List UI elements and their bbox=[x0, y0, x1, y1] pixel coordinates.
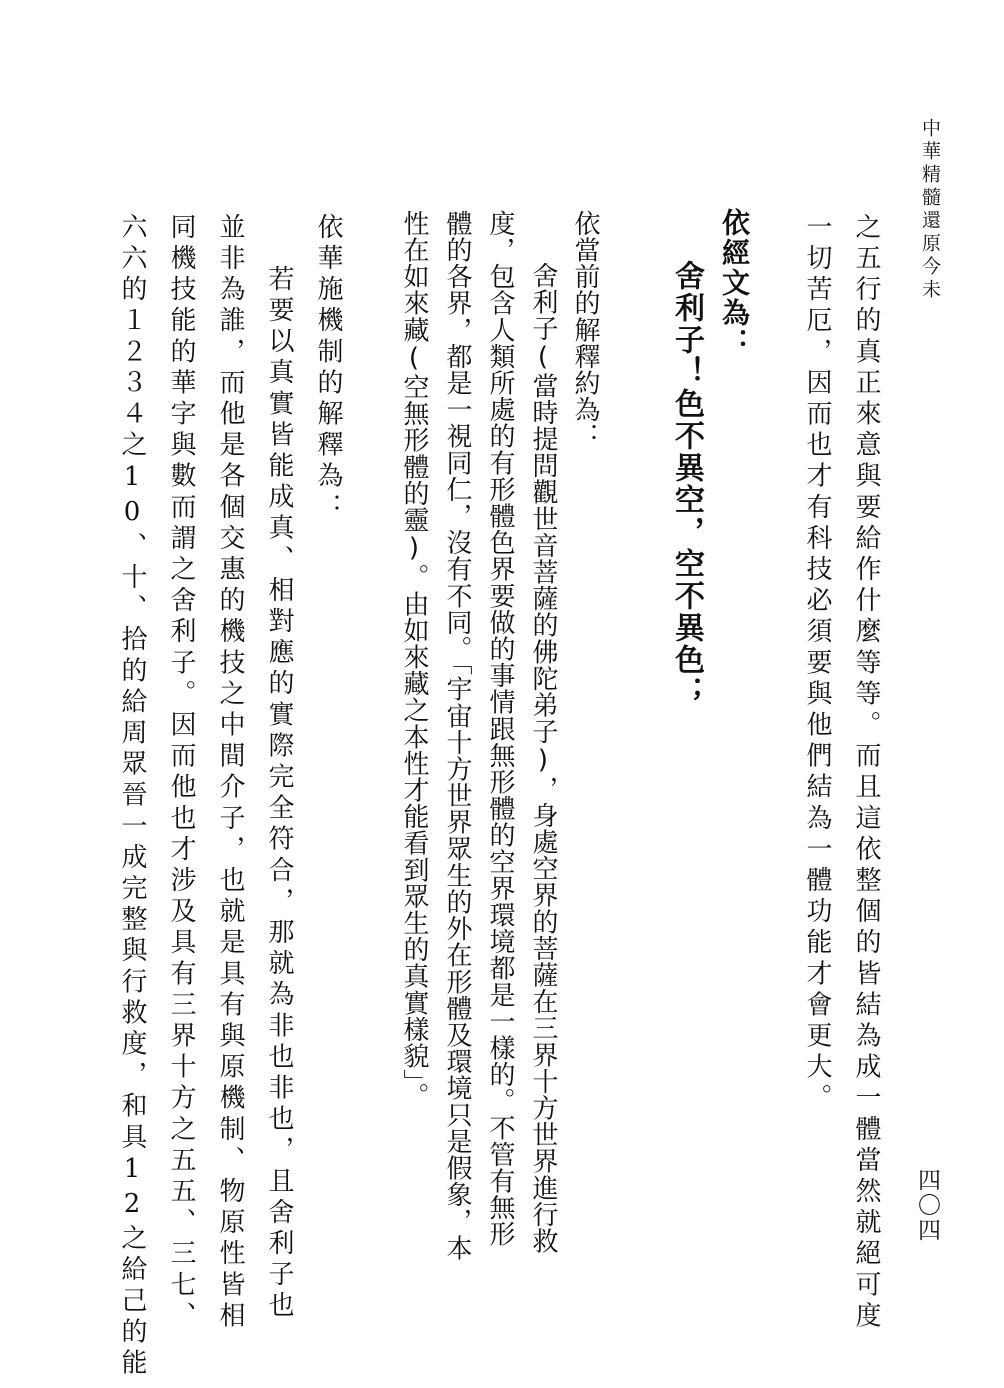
text-column-1: 之五行的真正來意與要給作什麼等等。而且這依整個的皆結為成一體當然就絕可度 bbox=[851, 213, 881, 1333]
huashi-heading: 依華施機制的解釋為： bbox=[313, 213, 343, 524]
interpretation-column-4: 性在如來藏(空無形體的靈)。由如來藏之本性才能看到眾生的真實樣貌」。 bbox=[399, 210, 429, 1110]
running-header-title: 中華精髓還原今未 bbox=[919, 118, 941, 302]
page-number: 四〇四 bbox=[914, 1168, 940, 1243]
interpretation-column-3: 體的各界，都是一視同仁，沒有不同。「宇宙十方世界眾生的外在形體及環境只是假象，本 bbox=[442, 210, 472, 1261]
huashi-column-4: 六六的１２３４之10、十、拾的給周眾晉一成完整與行救度，和具12之給己的能 bbox=[117, 213, 147, 1380]
scripture-quote: 舍利子！色不異空，空不異色； bbox=[669, 260, 704, 708]
huashi-column-1: 若要以真實皆能成真、相對應的實際完全符合，那就為非也非也，且舍利子也 bbox=[264, 265, 294, 1323]
text-column-2: 一切苦厄，因而也才有科技必須要與他們結為一體功能才會更大。 bbox=[802, 213, 832, 1115]
interpretation-column-2: 度，包含人類所處的有形體色界要做的事情跟無形體的空界環境都是一樣的。不管有無形 bbox=[485, 210, 515, 1248]
interpretation-heading: 依當前的解釋約為： bbox=[570, 210, 600, 450]
huashi-column-2: 並非為誰，而他是各個交惠的機技之中間介子，也就是具有與原機制、物原性皆相 bbox=[215, 213, 245, 1333]
scripture-heading: 依經文為： bbox=[718, 208, 751, 358]
interpretation-column-1: 舍利子(當時提問觀世音菩薩的佛陀弟子)，身處空界的菩薩在三界十方世界進行救 bbox=[528, 262, 558, 1255]
huashi-column-3: 同機技能的華字與數而謂之舍利子。因而他也才涉及具有三界十方之五五、三七、 bbox=[166, 213, 196, 1333]
